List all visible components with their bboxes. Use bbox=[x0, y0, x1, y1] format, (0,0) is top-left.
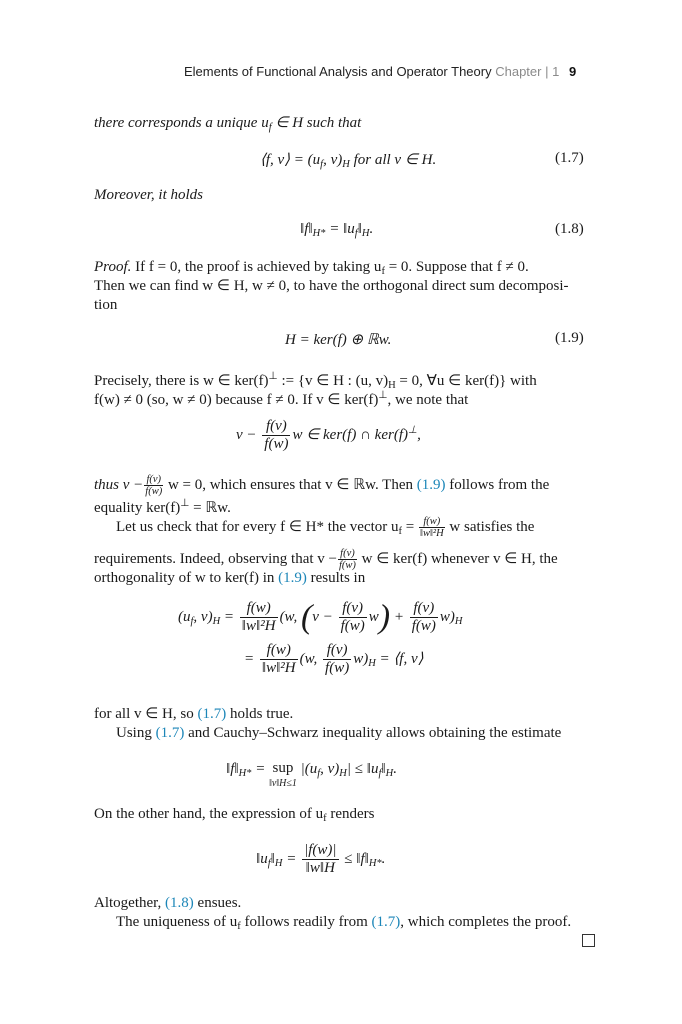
forall-line: for all v ∈ H, so (1.7) holds true. bbox=[94, 706, 294, 722]
page-number: 9 bbox=[568, 64, 577, 79]
equation-1-9: H = ker(f) ⊕ ℝw. bbox=[285, 332, 392, 348]
proof-line-1: Proof. If f = 0, the proof is achieved by taking $u_f = 0$. Suppose that f ≠ 0. bbox=[94, 259, 529, 277]
ref-link-1-7b[interactable]: (1.7) bbox=[155, 725, 185, 741]
chapter-label: Chapter bbox=[495, 64, 542, 79]
display-inner-product-1: ($u_f$, $v)_H$ = $\frac{f(w)}{\text{‖w‖²H}}$ (w, (v − $\frac{f(v)}{f(w)}$ w) + $\frac{f(v)}{f(w)}$ $w)_H$ bbox=[178, 598, 463, 636]
requirements-line: requirements. Indeed, observing that v − $\frac{f(v)}{f(w)}$ w ∈ ker(f) whenever v ∈ H, the bbox=[94, 548, 558, 571]
book-title: Elements of Functional Analysis and Operator Theory bbox=[184, 64, 492, 79]
proof-line-3: tion bbox=[94, 297, 118, 313]
header-separator: | bbox=[545, 64, 549, 79]
ref-link-1-9[interactable]: (1.9) bbox=[416, 476, 446, 493]
equation-number-1-9: (1.9) bbox=[555, 330, 584, 346]
equation-1-8: $‖f‖_{H*}$ = $‖u_f‖_H$. bbox=[300, 221, 374, 239]
using-line: Using (1.7) and Cauchy–Schwarz inequality allows obtaining the estimate bbox=[116, 725, 562, 741]
proof-line-2: Then we can find w ∈ H, w ≠ 0, to have the orthogonal direct sum decomposi- bbox=[94, 278, 569, 294]
display-norm-uf: $‖u_f‖_H$ = $\frac{|f(w)|}{‖w‖H}$ ≤ $‖f‖_{H*}$. bbox=[256, 842, 386, 876]
precisely-line-2: f(w) ≠ 0 (so, w ≠ 0) because f ≠ 0. If v ∈ ker(f)⊥, we note that bbox=[94, 390, 469, 408]
precisely-line-1: Precisely, there is w ∈ ker(f)⊥ := {v ∈ H : (u, $v)_H = 0$, ∀u ∈ ker(f)} with bbox=[94, 371, 537, 391]
ref-link-1-7[interactable]: (1.7) bbox=[197, 706, 227, 722]
proof-label: Proof. bbox=[94, 259, 132, 275]
ref-link-1-8[interactable]: (1.8) bbox=[165, 895, 194, 911]
display-sup-estimate: $‖f‖_{H*}$ = sup ‖v‖H≤1 $|(u_f$, $v)_H|$ ≤ $‖u_f‖_H$. bbox=[226, 760, 397, 789]
display-kernel-intersection: v − $\frac{f(v)}{f(w)}$ w ∈ ker(f) ∩ ker(f)⊥, bbox=[236, 418, 421, 452]
ref-link-1-9b[interactable]: (1.9) bbox=[278, 570, 307, 586]
equation-number-1-7: (1.7) bbox=[555, 150, 584, 166]
display-inner-product-2: = $\frac{f(w)}{\text{‖w‖²H}}$ (w, $\frac{f(v)}{f(w)}$ $w)_H$ = ⟨f, v⟩ bbox=[244, 642, 424, 676]
thus-line: thus v − $\frac{f(v)}{f(w)}$ w = 0, which ensures that v ∈ ℝw. Then (1.9) follows from the bbox=[94, 474, 550, 497]
chapter-number: 1 bbox=[552, 64, 560, 79]
check-line: Let us check that for every f ∈ H* the vector $u_f$ = $\frac{f(w)}{\text{‖w‖²H}}$ w satisfies the bbox=[116, 516, 535, 539]
equation-number-1-8: (1.8) bbox=[555, 221, 584, 237]
ref-link-1-7c[interactable]: (1.7) bbox=[371, 914, 401, 930]
qed-square-icon bbox=[582, 934, 595, 947]
orthogonality-line: orthogonality of w to ker(f) in (1.9) results in bbox=[94, 570, 366, 586]
equation-1-7: ⟨f, v⟩ = ($u_f$, $v)_H$ for all v ∈ H. bbox=[260, 152, 437, 170]
theorem-line: there corresponds a unique $u_f$ ∈ H such that bbox=[94, 115, 362, 133]
moreover-line: Moreover, it holds bbox=[94, 187, 204, 203]
altogether-line: Altogether, (1.8) ensues. bbox=[94, 895, 242, 911]
other-hand-line: On the other hand, the expression of $u_f$ renders bbox=[94, 806, 375, 824]
running-header bbox=[184, 64, 576, 79]
equality-line: equality ker(f)⊥ = ℝw. bbox=[94, 498, 231, 516]
uniqueness-line: The uniqueness of $u_f$ follows readily from (1.7), which completes the proof. bbox=[116, 914, 572, 932]
